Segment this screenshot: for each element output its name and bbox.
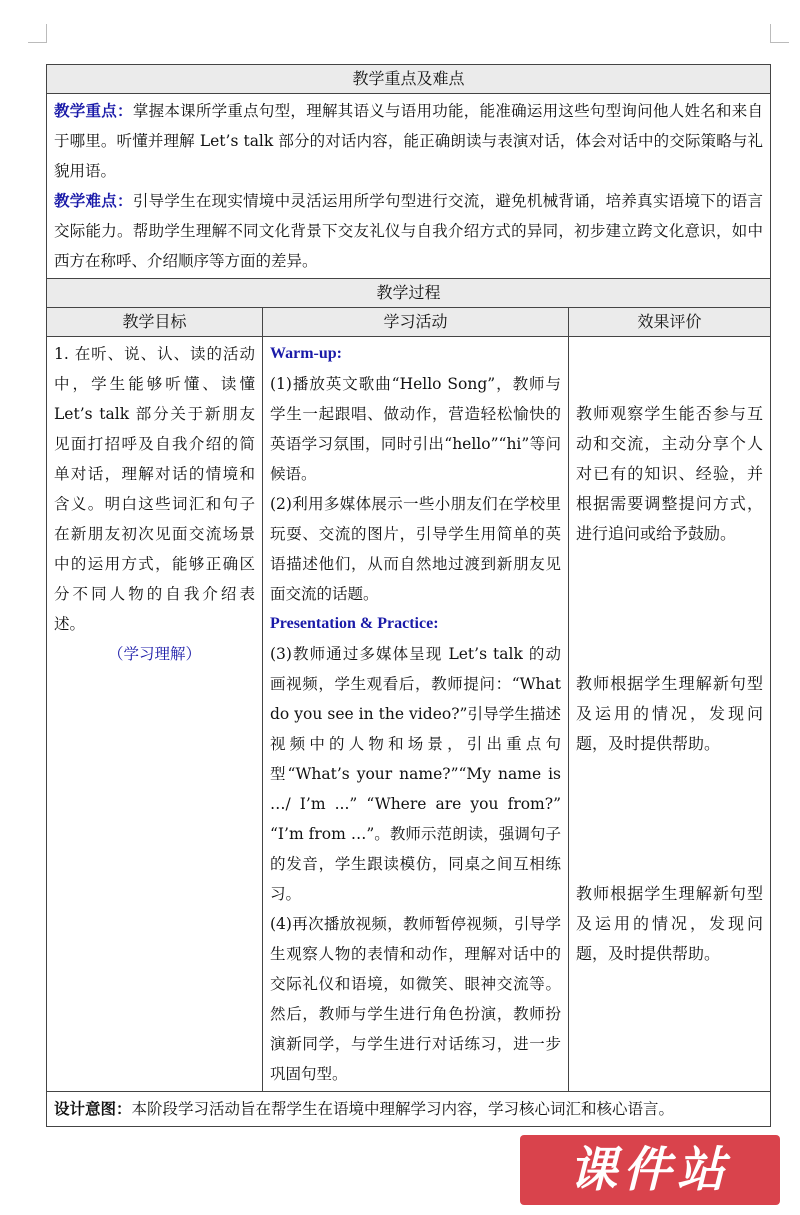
- watermark-stamp: [520, 1135, 780, 1205]
- activity-3: (3)教师通过多媒体呈现 Let’s talk 的动画视频，学生观看后，教师提问：“What do you see in the video?”引导学生描述视频中的人物和场景，引出重点句型“What’s your name?”“My name is …/ I’m ...” “Where are you from?” “I’m from …”。教师示范朗读，强调句子的发音，学生跟读模仿，同桌之间互相练习。: [270, 645, 561, 903]
- presentation-label: Presentation & Practice:: [270, 615, 439, 632]
- crop-mark: [770, 24, 789, 43]
- key-text: 掌握本课所学重点句型，理解其语义与语用功能，能准确运用这些句型询问他人姓名和来自于哪里。听懂并理解 Let’s talk 部分的对话内容，能正确朗读与表演对话，体会对话中的交际策略与礼貌用语。: [54, 102, 764, 180]
- activity-cell: [263, 337, 569, 1092]
- activity-1: (1)播放英文歌曲“Hello Song”，教师与学生一起跟唱、做动作，营造轻松愉快的英语学习氛围，同时引出“hello”“hi”等问候语。: [270, 375, 561, 483]
- column-header: 效果评价: [569, 308, 771, 337]
- column-header: 教学目标: [47, 308, 263, 337]
- difficulty-text: 引导学生在现实情境中灵活运用所学句型进行交流，避免机械背诵，培养真实语境下的语言交际能力。帮助学生理解不同文化背景下交友礼仪与自我介绍方式的异同，初步建立跨文化意识，如中西方在称呼、介绍顺序等方面的差异。: [54, 192, 764, 270]
- section-header: 教学过程: [47, 279, 771, 308]
- design-label: 设计意图：: [54, 1099, 132, 1118]
- warmup-label: Warm-up:: [270, 345, 342, 362]
- lesson-table: [46, 64, 771, 1127]
- section-header: 教学重点及难点: [47, 65, 771, 94]
- activity-2: (2)利用多媒体展示一些小朋友们在学校里玩耍、交流的图片，引导学生用简单的英语描述他们，从而自然地过渡到新朋友见面交流的话题。: [270, 495, 561, 603]
- crop-mark: [28, 24, 47, 43]
- evaluation-cell: [569, 337, 771, 1092]
- design-intent: [47, 1092, 771, 1127]
- goal-cell: [47, 337, 263, 1092]
- evaluation-3: 教师根据学生理解新句型及运用的情况，发现问题，及时提供帮助。: [576, 884, 764, 963]
- evaluation-2: 教师根据学生理解新句型及运用的情况，发现问题，及时提供帮助。: [576, 674, 764, 753]
- watermark-text: 课件站: [568, 1142, 731, 1198]
- key-difficult-points: [47, 94, 771, 279]
- goal-tag: （学习理解）: [107, 645, 201, 663]
- evaluation-1: 教师观察学生能否参与互动和交流，主动分享个人对已有的知识、经验，并根据需要调整提问方式，进行追问或给予鼓励。: [576, 404, 764, 543]
- activity-4: (4)再次播放视频，教师暂停视频，引导学生观察人物的表情和动作，理解对话中的交际礼仪和语境，如微笑、眼神交流等。然后，教师与学生进行角色扮演，教师扮演新同学，与学生进行对话练习，进一步巩固句型。: [270, 915, 561, 1083]
- difficulty-label: 教学难点：: [54, 191, 133, 210]
- goal-text: 1. 在听、说、认、读的活动中，学生能够听懂、读懂 Let’s talk 部分关于新朋友见面打招呼及自我介绍的简单对话，理解对话的情境和含义。明白这些词汇和句子在新朋友初次见面交流场景中的运用方式，能够正确区分不同人物的自我介绍表述。: [54, 345, 255, 633]
- key-label: 教学重点：: [54, 101, 133, 120]
- design-text: 本阶段学习活动旨在帮学生在语境中理解学习内容，学习核心词汇和核心语言。: [131, 1100, 675, 1118]
- column-header: 学习活动: [263, 308, 569, 337]
